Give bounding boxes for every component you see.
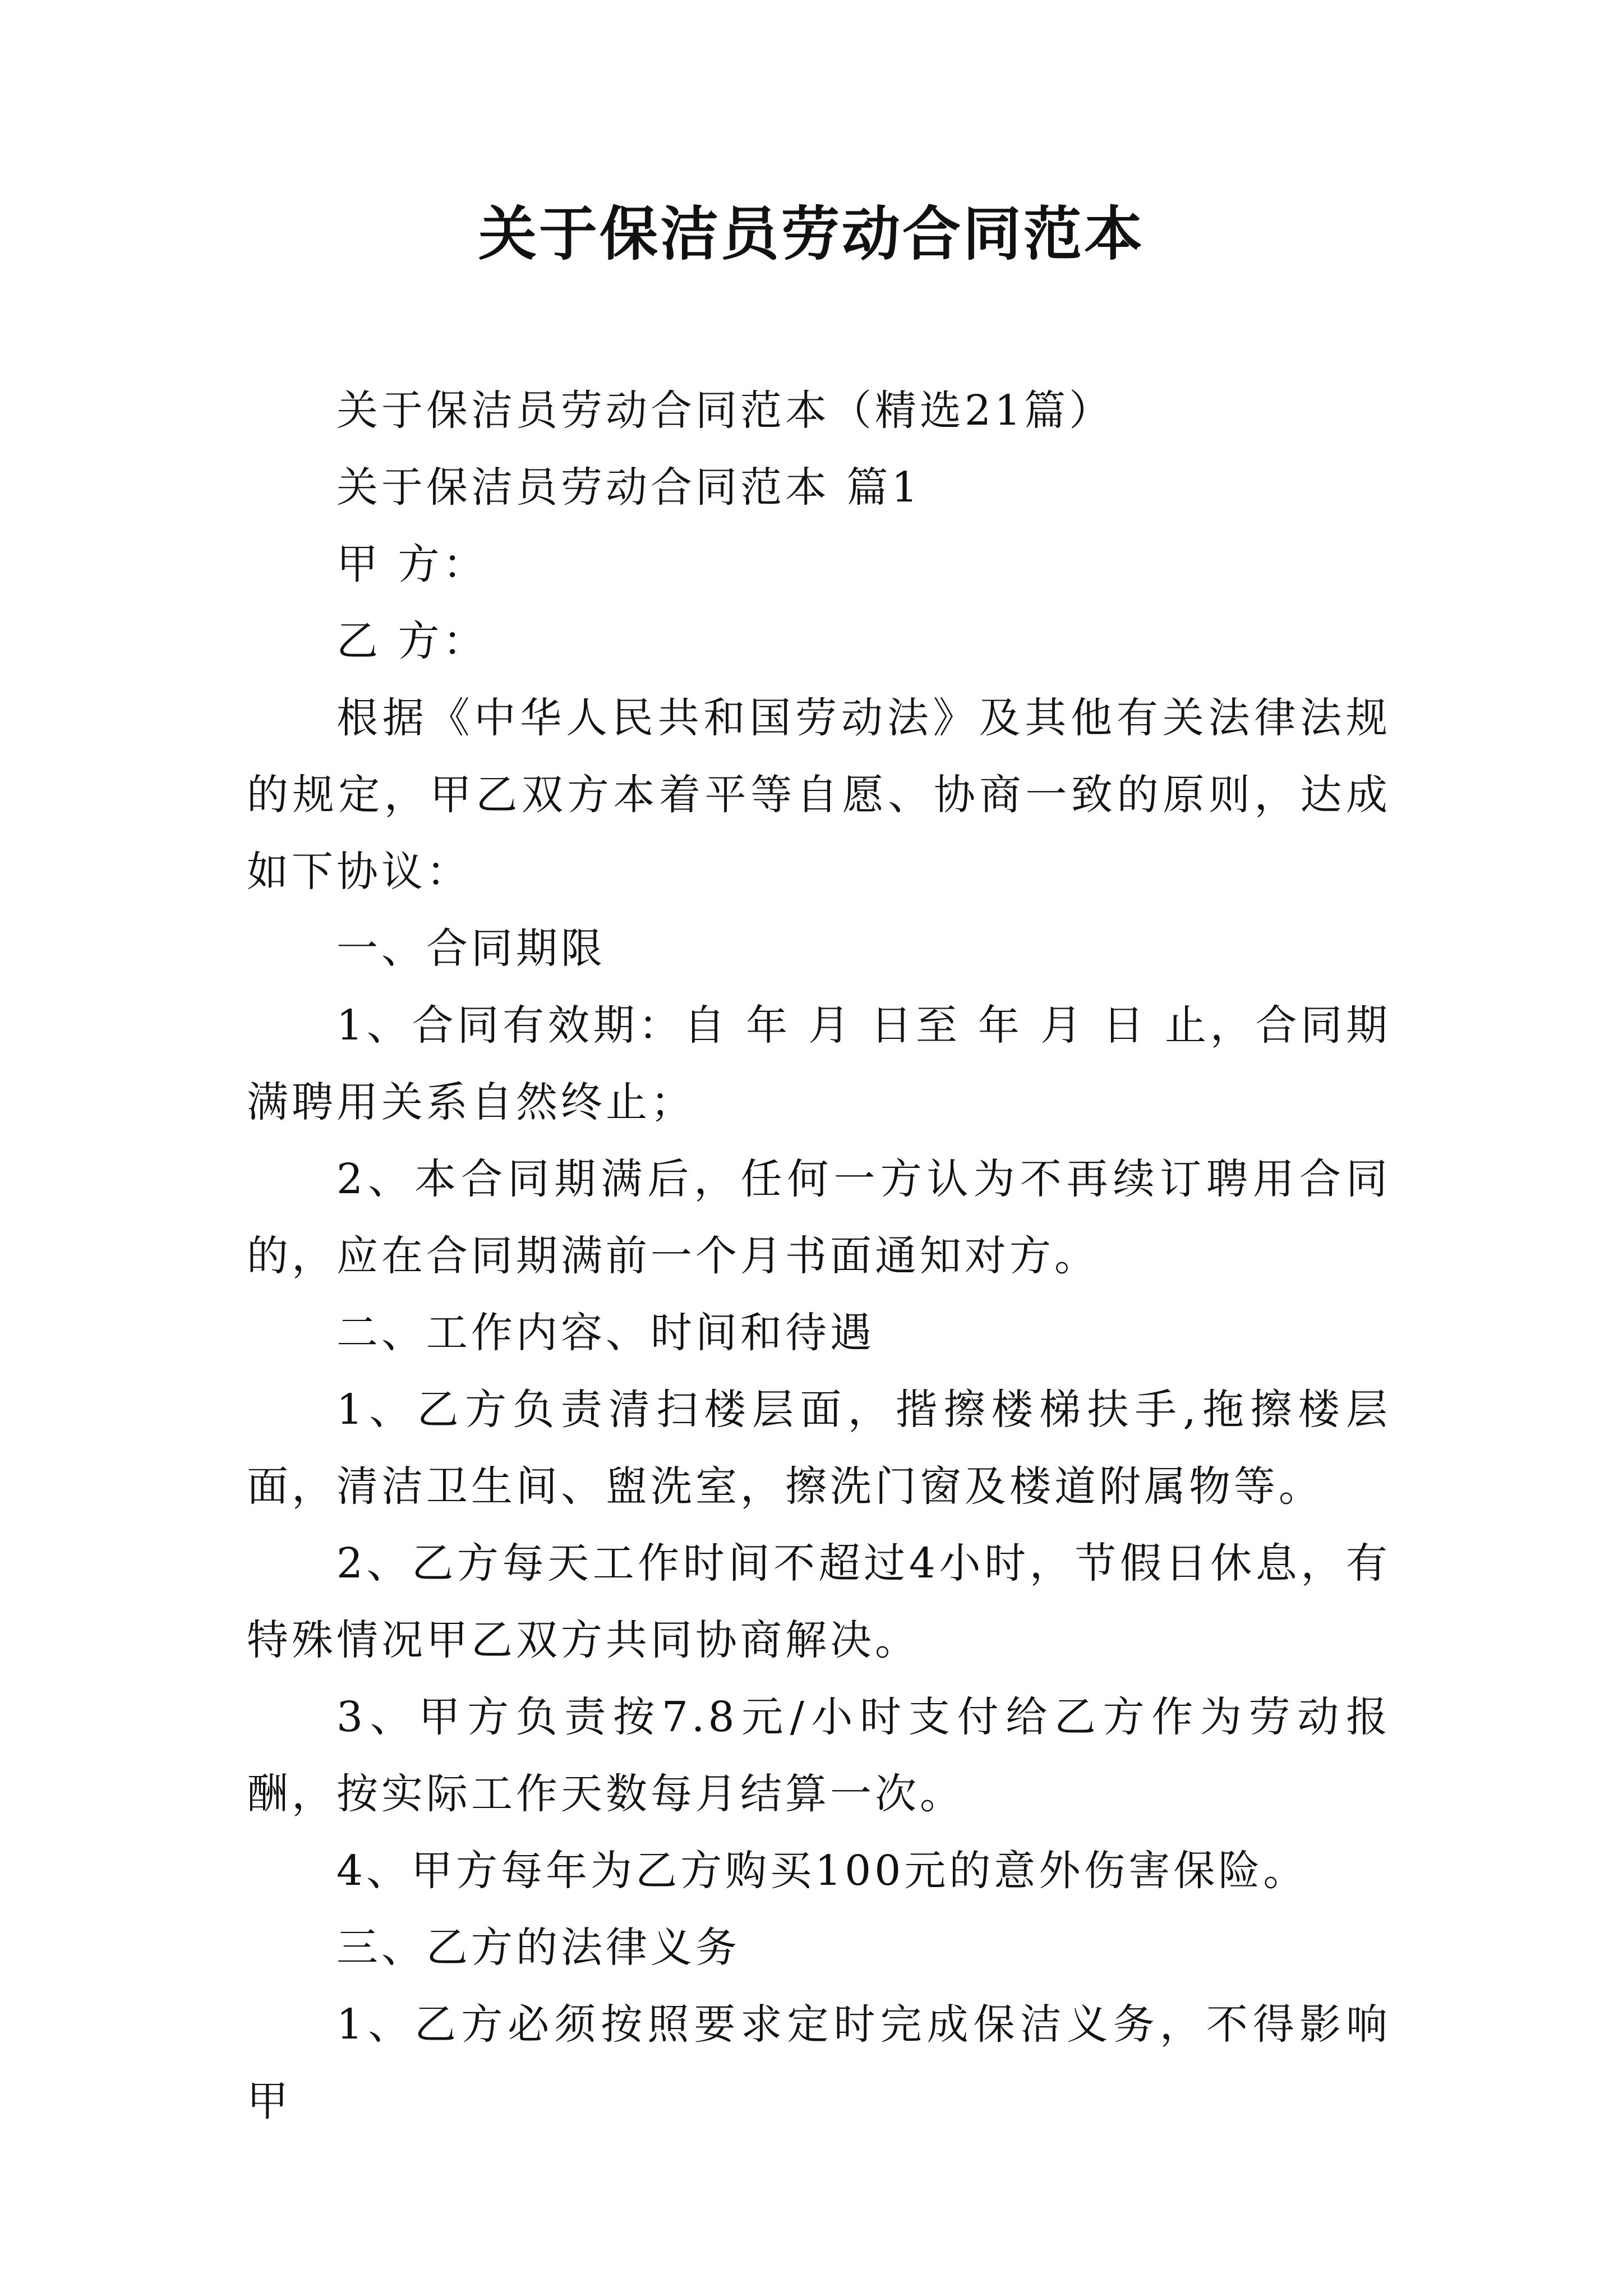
paragraph-heading-work: 二、工作内容、时间和待遇 (336, 1309, 875, 1357)
document-body (247, 372, 1391, 2140)
paragraph-obligations-1: 1、乙方必须按照要求定时完成保洁义务，不得影响甲 (247, 2000, 1391, 2125)
paragraph-section-heading: 关于保洁员劳动合同范本 篇1 (336, 463, 921, 512)
paragraph-heading-term: 一、合同期限 (336, 924, 606, 973)
paragraph-party-b: 乙 方： (336, 617, 488, 665)
paragraph-work-1: 1、乙方负责清扫楼层面，揩擦楼梯扶手,拖擦楼层面，清洁卫生间、盥洗室，擦洗门窗及楼道附属物等。 (247, 1386, 1391, 1511)
document-title: 关于保洁员劳动合同范本 (478, 199, 1145, 268)
paragraph-term-2: 2、本合同期满后，任何一方认为不再续订聘用合同的，应在合同期满前一个月书面通知对方。 (247, 1155, 1391, 1280)
paragraph-party-a: 甲 方： (336, 540, 488, 588)
paragraph-subtitle: 关于保洁员劳动合同范本（精选21篇） (336, 386, 1114, 435)
paragraph-preamble: 根据《中华人民共和国劳动法》及其他有关法律法规的规定，甲乙双方本着平等自愿、协商一致的原则，达成如下协议： (247, 694, 1391, 896)
paragraph-heading-obligations: 三、乙方的法律义务 (336, 1924, 740, 1972)
paragraph-work-2: 2、乙方每天工作时间不超过4小时，节假日休息，有特殊情况甲乙双方共同协商解决。 (247, 1539, 1391, 1664)
paragraph-term-1: 1、合同有效期：自 年 月 日至 年 月 日 止，合同期满聘用关系自然终止； (247, 1001, 1391, 1126)
paragraph-work-4: 4、甲方每年为乙方购买100元的意外伤害保险。 (336, 1847, 1308, 1895)
paragraph-work-3: 3、甲方负责按7.8元/小时支付给乙方作为劳动报酬，按实际工作天数每月结算一次。 (247, 1693, 1391, 1818)
